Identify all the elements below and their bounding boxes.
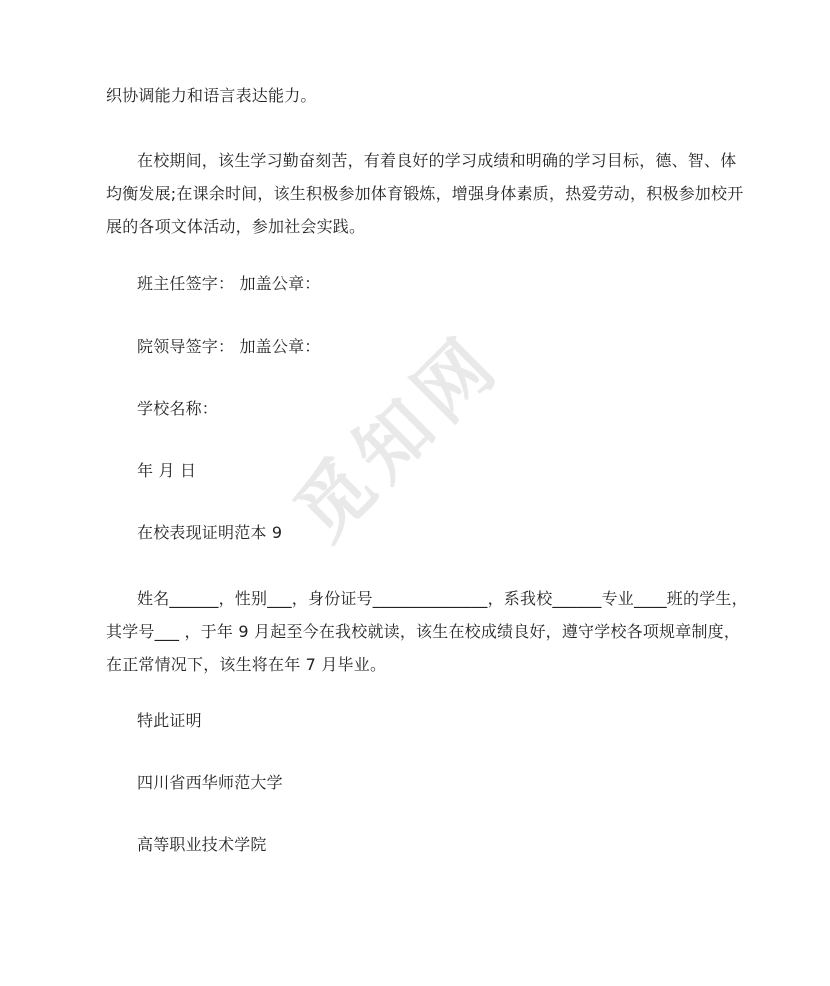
certification-line: 特此证明 [137,711,202,730]
paragraph-line-4: 展的各项文体活动，参加社会实践。 [106,217,366,236]
paragraph-line-1: 织协调能力和语言表达能力。 [106,86,317,105]
paragraph-line-3: 均衡发展;在课余时间，该生积极参加体育锻炼，增强身体素质，热爱劳动，积极参加校开 [106,184,744,203]
class-teacher-signature-line: 班主任签字： 加盖公章： [137,274,321,293]
university-name: 四川省西华师范大学 [137,773,283,792]
paragraph-line-6: 其学号___ ，于年 9 月起至今在我校就读，该生在校成绩良好，遵守学校各项规章制度， [106,622,741,641]
section-title: 在校表现证明范本 9 [137,523,283,542]
paragraph-line-7: 在正常情况下，该生将在年 7 月毕业。 [106,655,387,674]
watermark: 觅知网 [278,317,518,557]
dean-signature-line: 院领导签字： 加盖公章： [137,337,321,356]
date-line: 年 月 日 [137,461,197,480]
paragraph-line-5: 姓名______，性别___，身份证号______________，系我校______专业____班的学生， [137,589,748,608]
paragraph-line-2: 在校期间，该生学习勤奋刻苦，有着良好的学习成绩和明确的学习目标，德、智、体 [137,151,737,170]
college-name: 高等职业技术学院 [137,835,267,854]
school-name-line: 学校名称： [137,399,219,418]
